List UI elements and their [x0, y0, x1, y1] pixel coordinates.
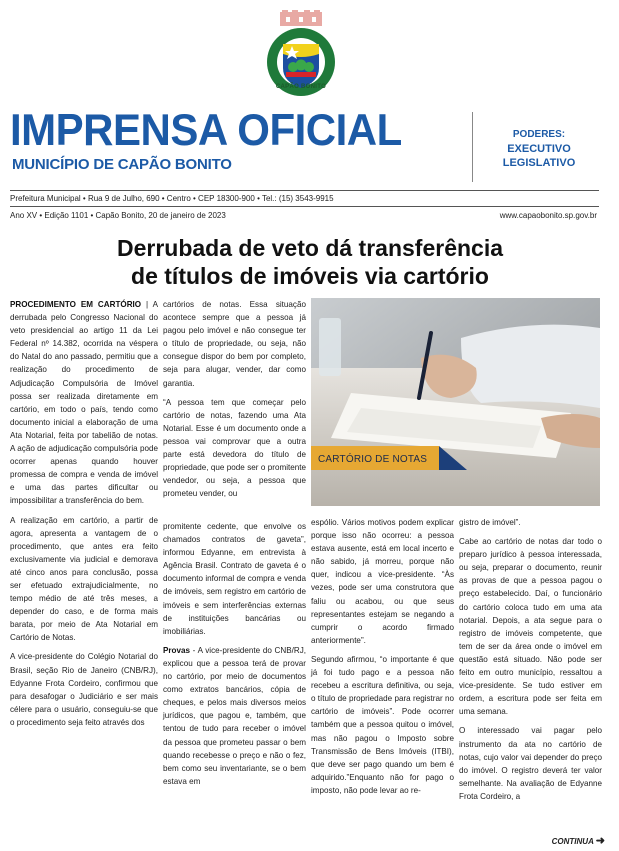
address-line: Prefeitura Municipal • Rua 9 de Julho, 690 • Centro • CEP 18300-900 • Tel.: (15) 3543-9915: [10, 194, 334, 203]
mid-rule: [10, 206, 599, 207]
powers-label: PODERES:: [512, 129, 566, 140]
article-paragraph: gistro de imóvel”.: [459, 518, 521, 527]
article-column-4: [459, 516, 602, 809]
continua-label: CONTINUA: [551, 837, 594, 846]
website-link[interactable]: www.capaobonito.sp.gov.br: [499, 211, 597, 220]
masthead-divider: [472, 112, 473, 182]
article-paragraph: Cabe ao cartório de notas dar todo o preparo jurídico à pessoa interessada, ou seja, preparar o documento, reunir as provas de que a pessoa pagou o preço estabelecido. Daí, o funcionário do cartório coloca tudo em uma ata notarial. Depois, a ata segue para o registro de imóveis competente, que tem de ser da área onde o imóvel em questão está situado. Não pode ser feito em outro município, ressaltou a vice-presidente. Se tudo estiver em ordem, a escritura pode ser feita em uma semana.: [459, 537, 602, 717]
headline-line-2: de títulos de imóveis via cartório: [131, 263, 489, 289]
paragraph-text: | A derrubada pelo Congresso Nacional do veto presidencial ao artigo 11 da Lei Federal nº 14.382, ocorrida na véspera do Natal do ano passado, permitiu que a realização do procedimento de Adjudicação Compulsória de Imóvel possa ser realizada diretamente em cartório, em todo o país, tendo como documento inicial a elaboração de uma Ata Notarial, feita por tabelião de notas. A ação de adjudicação compulsória pode ocorrer apenas quando houver promessa de compra e venda de imóvel e uma das partes dificultar ou impossibilitar a transferência do bem.: [10, 300, 158, 506]
arrow-right-icon: ➜: [595, 835, 605, 847]
power-executivo: EXECUTIVO: [507, 143, 571, 155]
crest-text: CAPÃO BONITO: [275, 84, 327, 90]
article-paragraph: [10, 298, 158, 508]
article-paragraph: promitente cedente, que envolve os chamados contratos de gaveta”, informou Edyanne, em entrevista à Agência Brasil. Contrato de gaveta é o documento informal de compra e venda de imóveis, sem registro em cartório de imóveis e sem interferências externas de instituições bancárias ou imobiliárias.: [163, 522, 306, 636]
paragraph-text: - A vice-presidente do CNB/RJ, explicou que a pessoa terá de provar no cartório, por meio de documentos como extratos bancários, cópia de cheques, e pelos mais diversos meios jurídicos, que pagou e, também, que tentou de tudo para receber o imóvel da pessoa que prometeu passar o bem quando recebesse o preço e não o fez, bem como seu inventariante, se o bem estava em: [163, 645, 306, 786]
continua-link[interactable]: [552, 834, 605, 847]
article-paragraph: espólio. Vários motivos podem explicar porque isso não ocorreu: a pessoa estava ausente, está em local incerto e não sabido, já morreu, porque não quer, indicou a vice-presidente. “Às vezes, pode ser uma construtora que faliu ou acabou, ou que seus representantes estejam se negando a cumprir o acordo firmado anteriormente”.: [311, 518, 454, 645]
article-paragraph: Segundo afirmou, “o importante é que já foi tudo pago e a pessoa não recebeu a escritura definitiva, ou seja, o título de propriedade para registrar no cartório de imóveis”. Pode ocorrer também que a pessoa quitou o imóvel, mas não pagou o Imposto sobre Transmissão de Bens Imóveis (ITBI), que deve ser pago quando um bem é adquirido.”Enquanto não for pago o imposto, não pode levar ao re-: [311, 654, 454, 795]
article-paragraph: [163, 644, 306, 788]
article-paragraph: A vice-presidente do Colégio Notarial do Brasil, seção Rio de Janeiro (CNB/RJ), Edyanne Frota Cordeiro, confirmou que para desafogar o Judiciário e ser mais célere para o usuário, conseguiu-se que o procedimento seja feito através dos: [10, 652, 158, 727]
power-legislativo: LEGISLATIVO: [502, 157, 576, 169]
photo-caption: CARTÓRIO DE NOTAS: [318, 454, 428, 465]
headline-line-1: Derrubada de veto dá transferência: [116, 235, 504, 261]
article-kicker: PROCEDIMENTO EM CARTÓRIO: [10, 300, 142, 309]
article-paragraph: “A pessoa tem que começar pelo cartório de notas, fazendo uma Ata Notarial. Esse é um documento onde a pessoa vai comprovar que a outra parte está devedora do título de propriedade, que pode ser o promitente vendedor, ou seja, a pessoa que prometeu vender, ou: [163, 397, 306, 499]
top-rule: [10, 190, 599, 191]
article-column-2: [163, 298, 306, 506]
section-label-provas: Provas: [163, 645, 190, 655]
article-column-3: [311, 516, 454, 803]
masthead-title: IMPRENSA OFICIAL: [10, 104, 402, 155]
headline: [40, 234, 580, 290]
article-paragraph: cartórios de notas. Essa situação acontece sempre que a pessoa já pagou pelo imóvel e não consegue ter o título de propriedade, ou seja, não consegue dispor do bem por completo, seja para alugar, vender, dar como garantia.: [163, 300, 306, 388]
article-paragraph: A realização em cartório, a partir de agora, apresenta a vantagem de o procedimento, que antes era feito exclusivamente via judicial e demorava até cinco anos para conclusão, possa ser efetuado extrajudicialmente, no tempo médio de até três meses, a depender do caso, e de forma mais barata, por meio de Ata Notarial em Cartório de Notas.: [10, 515, 158, 643]
article-column-2-lower: [163, 520, 306, 794]
powers-block: [480, 128, 598, 170]
masthead-subtitle: MUNICÍPIO DE CAPÃO BONITO: [12, 156, 232, 173]
edition-line: Ano XV • Edição 1101 • Capão Bonito, 20 de janeiro de 2023: [10, 211, 226, 220]
notary-photo: [311, 298, 600, 506]
article-paragraph: O interessado vai pagar pelo instrumento da ata no cartório de notas, cujo valor vai depender do preço do imóvel. O registro deverá ter valor semelhante. Na avaliação de Edyanne Frota Cordeiro, a: [459, 726, 602, 801]
article-column-1: [10, 298, 158, 735]
